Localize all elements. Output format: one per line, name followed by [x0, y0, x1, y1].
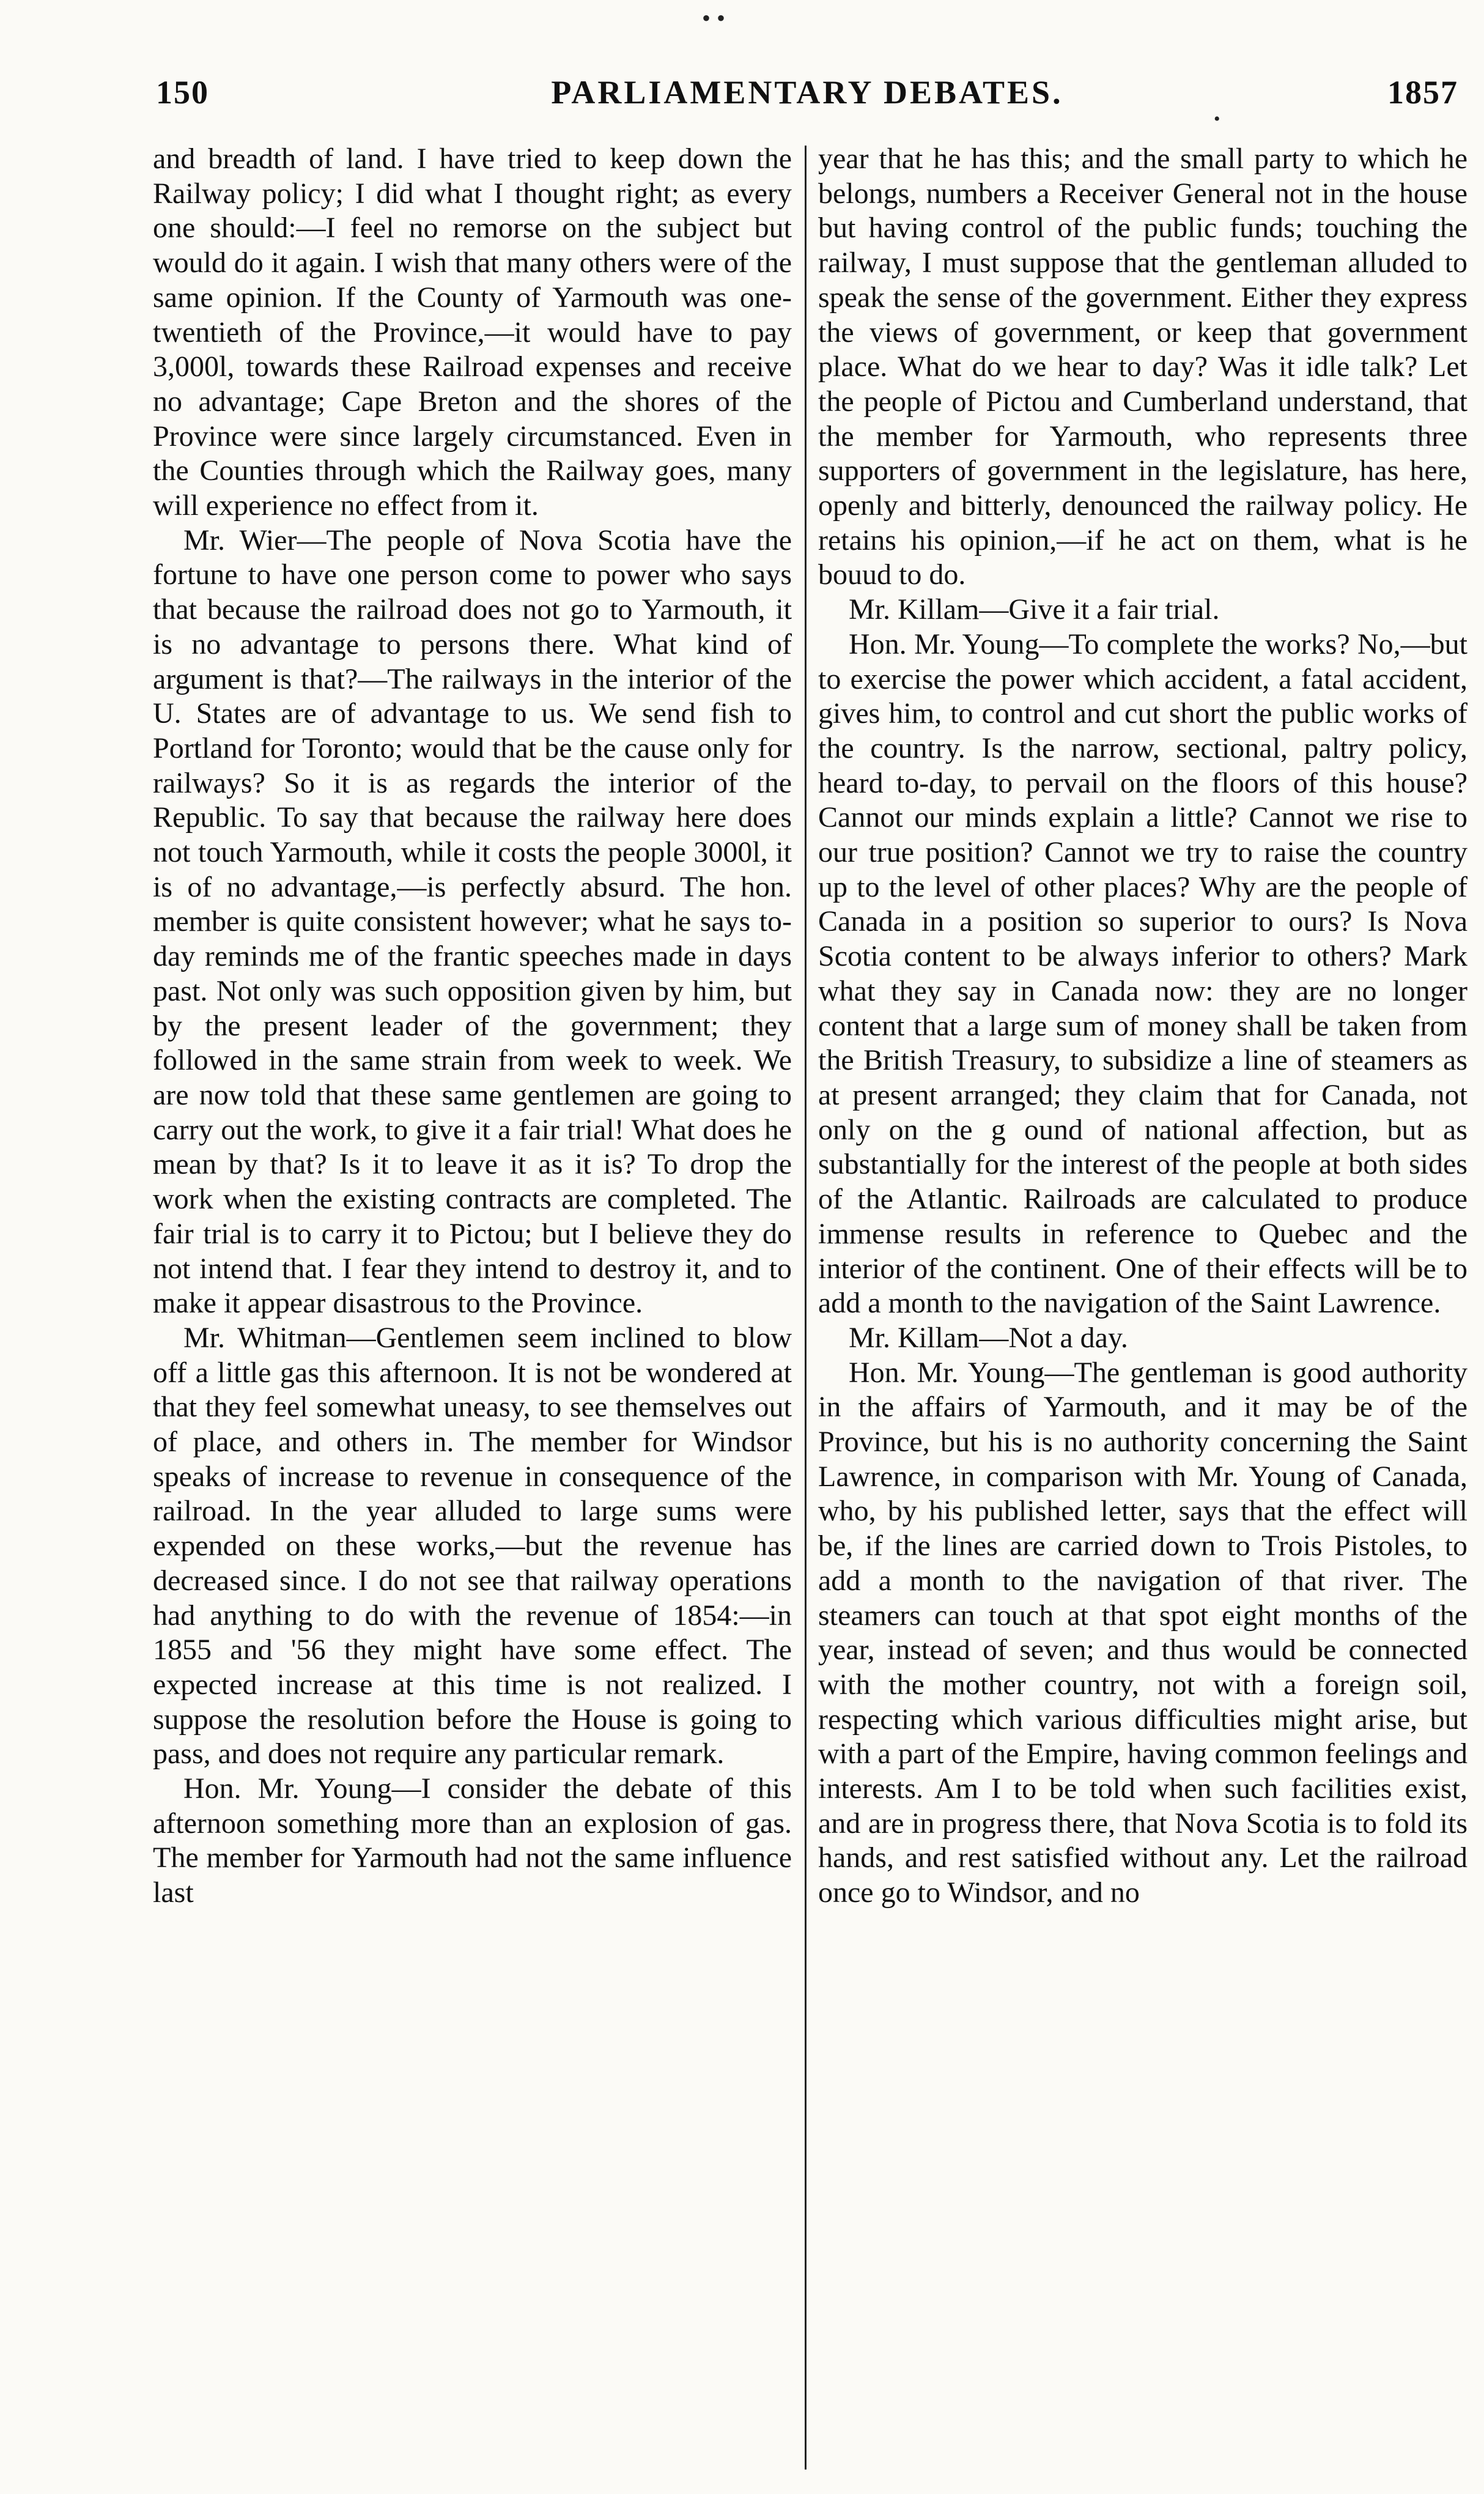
paragraph: Mr. Whitman—Gentlemen seem inclined to blow off a little gas this afternoon. It is not be wondered at that they feel somewhat uneasy, to see themselves out of place, and others in. The member for Windsor speaks of increase to revenue in consequence of the railroad. In the year alluded to large sums were expended on these works,—but the revenue has decreased since. I do not see that railway operations had anything to do with the revenue of 1854:—in 1855 and '56 they might have some effect. The expected increase at this time is not realized. I suppose the resolution before the House is going to pass, and does not require any particular remark.	[153, 1321, 792, 1771]
paragraph: Mr. Killam—Not a day.	[849, 1321, 1128, 1354]
right-column	[818, 142, 1467, 1911]
paragraph: Hon. Mr. Young—I consider the debate of this afternoon something more than an explosion of gas. The member for Yarmouth had not the same influence last	[153, 1772, 792, 1909]
paragraph: year that he has this; and the small party to which he belongs, numbers a Receiver General not in the house but having control of the public funds; touching the railway, I must suppose that the gentleman alluded to speak the sense of the government. Either they express the views of government, or keep that government place. What do we hear to day? Was it idle talk? Let the people of Pictou and Cumberland understand, that the member for Yarmouth, who represents three supporters of government in the legislature, has here, openly and bitterly, denounced the railway policy. He retains his opinion,—if he act on them, what is he bouud to do.	[818, 142, 1467, 591]
page-header	[156, 73, 1458, 122]
paragraph: Hon. Mr. Young—The gentleman is good authority in the affairs of Yarmouth, and it may be of the Province, but his is no authority concerning the Saint Lawrence, in comparison with Mr. Young of Canada, who, by his published letter, says that the effect will be, if the lines are carried down to Trois Pistoles, to add a month to the navigation of that river. The steamers can touch at that spot eight months of the year, instead of seven; and thus would be connected with the mother country, not with a foreign soil, respecting which various difficulties might arise, but with a part of the Empire, having common feelings and interests. Am I to be told when such facilities exist, and are in progress there, that Nova Scotia is to fold its hands, and rest satisfied without any. Let the railroad once go to Windsor, and no	[818, 1356, 1467, 1909]
paragraph: Mr. Wier—The people of Nova Scotia have the fortune to have one person come to power who says that because the railroad does not go to Yarmouth, it is no advantage to persons there. What kind of argument is that?—The railways in the interior of the U. States are of advantage to us. We send fish to Portland for Toronto; would that be the cause only for railways? So it is as regards the interior of the Republic. To say that because the railway here does not touch Yarmouth, while it costs the people 3000l, it is of no advantage,—is perfectly absurd. The hon. member is quite consistent however; what he says to-day reminds me of the frantic speeches made in days past. Not only was such opposition given by him, but by the present leader of the government; they followed in the same strain from week to week. We are now told that these same gentlemen are going to carry out the work, to give it a fair trial! What does he mean by that? Is it to leave it as it is? To drop the work when the existing contracts are completed. The fair trial is to carry it to Pictou; but I believe they do not intend that. I fear they intend to destroy it, and to make it appear disastrous to the Province.	[153, 524, 792, 1320]
paragraph: Mr. Killam—Give it a fair trial.	[849, 593, 1220, 626]
paragraph: and breadth of land. I have tried to keep down the Railway policy; I did what I thought right; as every one should:—I feel no remorse on the subject but would do it again. I wish that many others were of the same opinion. If the County of Yarmouth was one-twentieth of the Province,—it would have to pay 3,000l, towards these Railroad expenses and receive no advantage; Cape Breton and the shores of the Province were since largely circumstanced. Even in the Counties through which the Railway goes, many will experience no effect from it.	[153, 142, 792, 522]
column-divider	[805, 146, 807, 2470]
print-mark: •	[1214, 109, 1220, 129]
paragraph: Hon. Mr. Young—To complete the works? No,—but to exercise the power which accident, a fatal accident, gives him, to control and cut short the public works of the country. Is the narrow, sectional, paltry policy, heard to-day, to pervail on the floors of this house? Cannot our minds explain a little? Cannot we rise to our true position? Cannot we try to raise the country up to the level of other places? Why are the people of Canada in a position so superior to ours? Is Nova Scotia content to be always inferior to others? Mark what they say in Canada now: they are no longer content that a large sum of money shall be taken from the British Treasury, to subsidize a line of steamers as at present arranged; they claim that for Canada, not only on the g ound of national affection, but as substantially for the interest of the people at both sides of the Atlantic. Railroads are calculated to produce immense results in reference to Quebec and the interior of the continent. One of their effects will be to add a month to the navigation of the Saint Lawrence.	[818, 627, 1467, 1320]
left-column	[153, 142, 792, 1911]
print-mark: • •	[702, 4, 726, 32]
header-year: 1857	[1387, 74, 1458, 111]
page-number: 150	[156, 74, 209, 111]
running-title: PARLIAMENTARY DEBATES.	[551, 74, 1063, 111]
